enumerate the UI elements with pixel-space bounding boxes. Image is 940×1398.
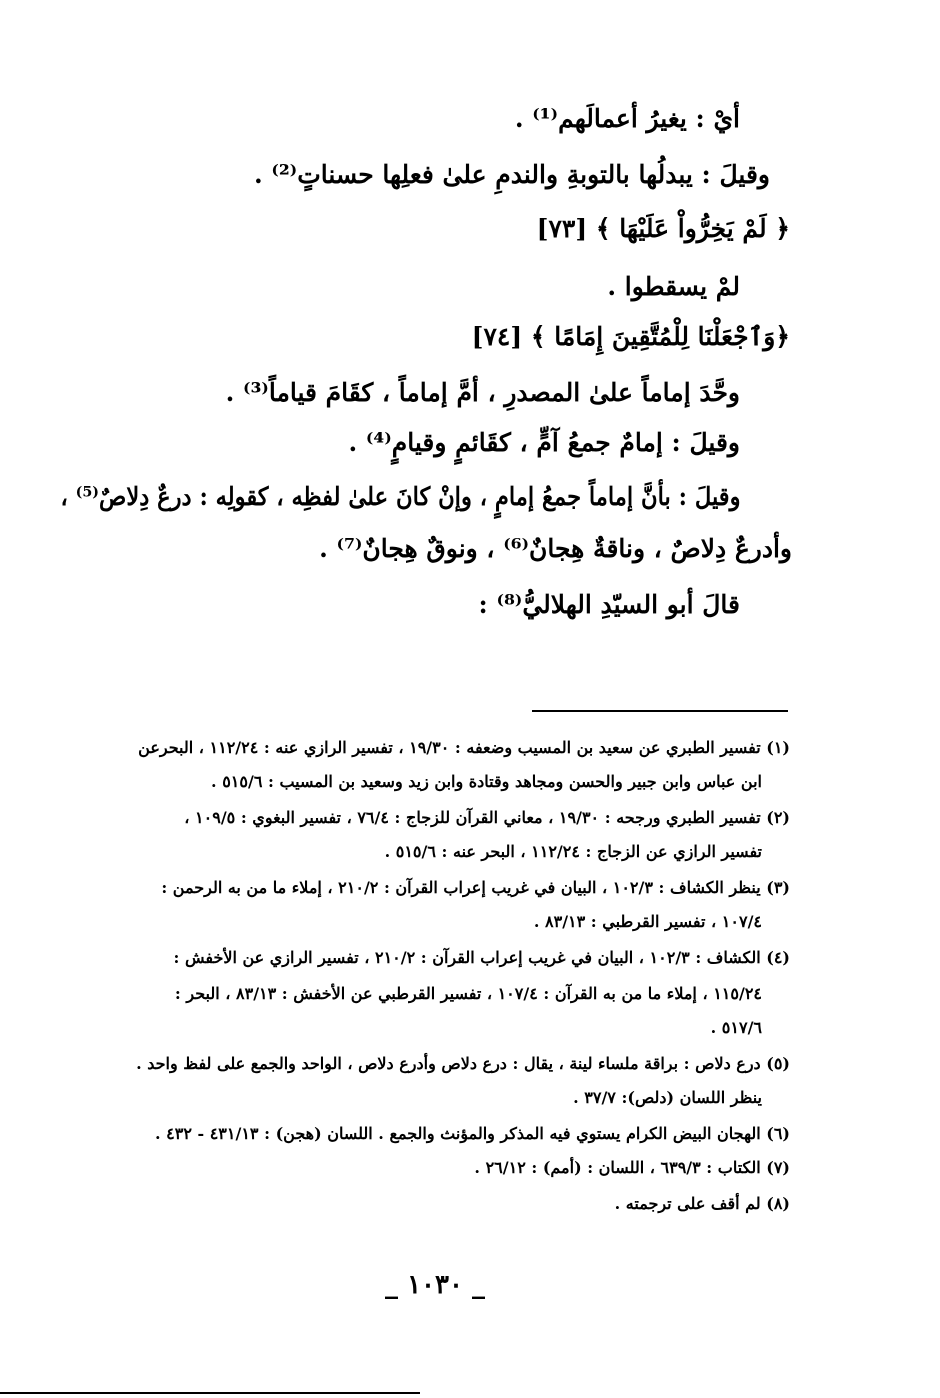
main-line-2: وقيلَ : يبدلُها بالتوبةِ والندمِ علىٰ فعلِها حسناتٍ⁽²⁾ .: [253, 160, 770, 189]
footnote-line-12: (٦) الهجان البيض الكرام يستوي فيه المذكر والمؤنث والجمع . اللسان (هجن) : ٤٣١/١٣ - ٤٣٢ .: [155, 1124, 790, 1143]
main-line-6: وحَّدَ إماماً علىٰ المصدرِ ، أمَّ إماماً ، كقَامَ قياماً⁽³⁾ .: [225, 378, 740, 407]
main-line-4: لمْ يسقطوا .: [607, 272, 740, 301]
footnote-line-14: (٨) لم أقف على ترجمته .: [614, 1194, 790, 1213]
footnote-line-8: ١١٥/٢٤ ، إملاء ما من به القرآن : ١٠٧/٤ ، تفسير القرطبي عن الأخفش : ٨٣/١٣ ، البحر :: [174, 984, 762, 1003]
footnote-line-10: (٥) درع دلاص : براقة ملساء لينة ، يقال : درع دلاص وأدرع دلاص ، الواحد والجمع على لفظ واحد .: [136, 1054, 790, 1073]
footnote-line-1: (١) تفسير الطبري عن سعيد بن المسيب وضعفه : ١٩/٣٠ ، تفسير الرازي عنه : ١١٢/٢٤ ، البحرعن: [138, 738, 790, 757]
main-line-1: أيْ : يغيرُ أعمالَهم⁽¹⁾ .: [514, 104, 740, 133]
footnote-line-2: ابن عباس وابن جبير والحسن ومجاهد وقتادة وابن زيد وسعيد بن المسيب : ٥١٥/٦ .: [211, 772, 762, 791]
main-line-10: قالَ أبو السيّدِ الهلاليُّ⁽⁸⁾ :: [478, 590, 740, 619]
footnote-line-5: (٣) ينظر الكشاف : ١٠٢/٣ ، البيان في غريب إعراب القرآن : ٢١٠/٢ ، إملاء ما من به الرحمن :: [161, 878, 790, 897]
footnote-divider: [532, 710, 788, 712]
main-line-7: وقيلَ : إمامٌ جمعُ آمٍّ ، كقَائمٍ وقيامٍ⁽⁴⁾ .: [348, 428, 740, 457]
footnote-line-7: (٤) الكشاف : ١٠٢/٣ ، البيان في غريب إعراب القرآن : ٢١٠/٢ ، تفسير الرازي عن الأخفش :: [173, 948, 790, 967]
scan-edge-line: [0, 1392, 420, 1394]
quran-verse-74: ﴿وَٱجْعَلْنَا لِلْمُتَّقِينَ إِمَامًا ﴾ [٧٤]: [471, 322, 790, 351]
footnote-line-11: ينظر اللسان (دلص): ٣٧/٧ .: [573, 1088, 762, 1107]
footnote-line-4: تفسير الرازي عن الزجاج : ١١٢/٢٤ ، البحر عنه : ٥١٥/٦ .: [384, 842, 762, 861]
quran-verse-73: ﴿ لَمْ يَخِرُّواْ عَلَيْهَا ﴾ [٧٣]: [536, 214, 790, 243]
page-number: _ ١٠٣٠ _: [385, 1270, 485, 1300]
footnote-line-9: ٥١٧/٦ .: [710, 1018, 762, 1037]
footnote-line-6: ١٠٧/٤ ، تفسير القرطبي : ٨٣/١٣ .: [533, 912, 762, 931]
footnote-line-13: (٧) الكتاب : ٦٣٩/٣ ، اللسان : (أمم) : ٢٦/١٢ .: [474, 1158, 790, 1177]
main-line-8: وقيلَ : بأنَّ إماماً جمعُ إمامٍ ، وإنْ كانَ علىٰ لفظِه ، كقولِه : درعٌ دِلاصٌ⁽⁵⁾ ،: [60, 482, 741, 511]
main-line-9: وأدرعٌ دِلاصٌ ، وناقةٌ هِجانٌ⁽⁶⁾ ، ونوقٌ هِجانٌ⁽⁷⁾ .: [319, 534, 792, 563]
footnote-line-3: (٢) تفسير الطبري ورجحه : ١٩/٣٠ ، معاني القرآن للزجاج : ٧٦/٤ ، تفسير البغوي : ١٠٩/٥ ،: [184, 808, 790, 827]
